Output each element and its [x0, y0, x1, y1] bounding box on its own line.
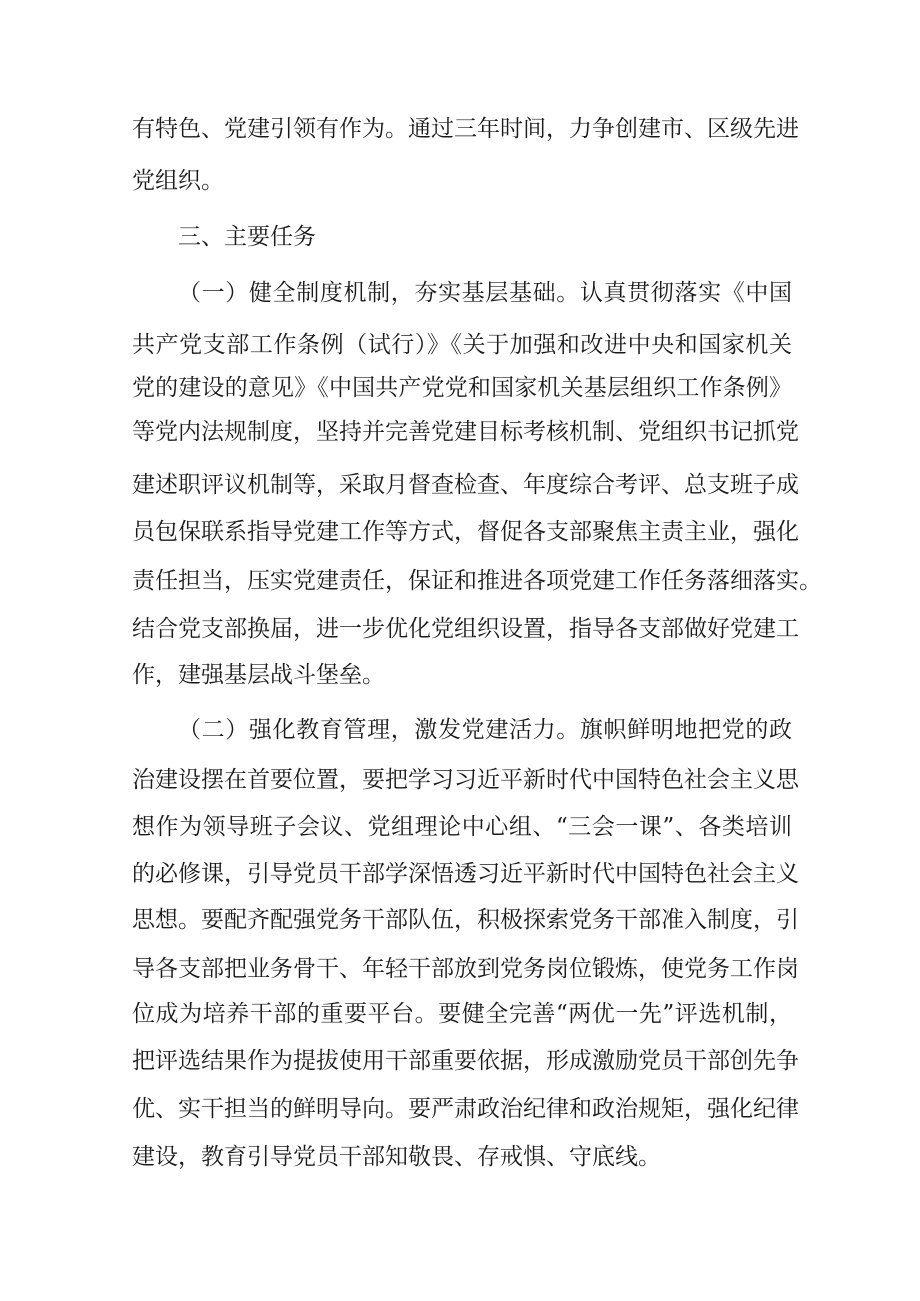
paragraph-line: 作，建强基层战斗堡垒。	[132, 662, 385, 688]
paragraph-line: 结合党支部换届，进一步优化党组织设置，指导各支部做好党建工	[132, 616, 799, 642]
paragraph-line: 导各支部把业务骨干、年轻干部放到党务岗位锻炼，使党务工作岗	[132, 956, 799, 982]
paragraph-line: 位成为培养干部的重要平台。要健全完善“两优一先”评选机制，	[132, 1001, 792, 1027]
paragraph-line: 思想。要配齐配强党务干部队伍，积极探索党务干部准入制度，引	[132, 907, 799, 933]
paragraph-line: （一）健全制度机制，夯实基层基础。认真贯彻落实《中国	[178, 280, 792, 306]
paragraph-line: 等党内法规制度，坚持并完善党建目标考核机制、党组织书记抓党	[132, 419, 799, 445]
section-heading: 三、主要任务	[178, 224, 316, 250]
paragraph-line: 员包保联系指导党建工作等方式，督促各支部聚焦主责主业，强化	[132, 519, 799, 545]
paragraph-line: 的必修课，引导党员干部学深悟透习近平新时代中国特色社会主义	[132, 861, 799, 887]
paragraph-line: 党的建设的意见》《中国共产党党和国家机关基层组织工作条例》	[132, 375, 792, 401]
paragraph-line: 有特色、党建引领有作为。通过三年时间，力争创建市、区级先进	[132, 116, 799, 142]
paragraph-line: 建设，教育引导党员干部知敬畏、存戒惧、守底线。	[132, 1144, 661, 1170]
paragraph-line: 党组织。	[132, 168, 224, 194]
paragraph-line: （二）强化教育管理，激发党建活力。旗帜鲜明地把党的政	[178, 717, 792, 743]
paragraph-line: 想作为领导班子会议、党组理论中心组、“三会一课”、各类培训	[132, 814, 792, 840]
paragraph-line: 共产党支部工作条例（试行）》《关于加强和改进中央和国家机关	[132, 332, 792, 358]
paragraph-line: 把评选结果作为提拔使用干部重要依据，形成激励党员干部创先争	[132, 1048, 799, 1074]
paragraph-line: 建述职评议机制等，采取月督查检查、年度综合考评、总支班子成	[132, 472, 799, 498]
paragraph-line: 责任担当，压实党建责任，保证和推进各项党建工作任务落细落实。	[132, 568, 822, 594]
paragraph-line: 治建设摆在首要位置，要把学习习近平新时代中国特色社会主义思	[132, 767, 799, 793]
paragraph-line: 优、实干担当的鲜明导向。要严肃政治纪律和政治规矩，强化纪律	[132, 1096, 799, 1122]
